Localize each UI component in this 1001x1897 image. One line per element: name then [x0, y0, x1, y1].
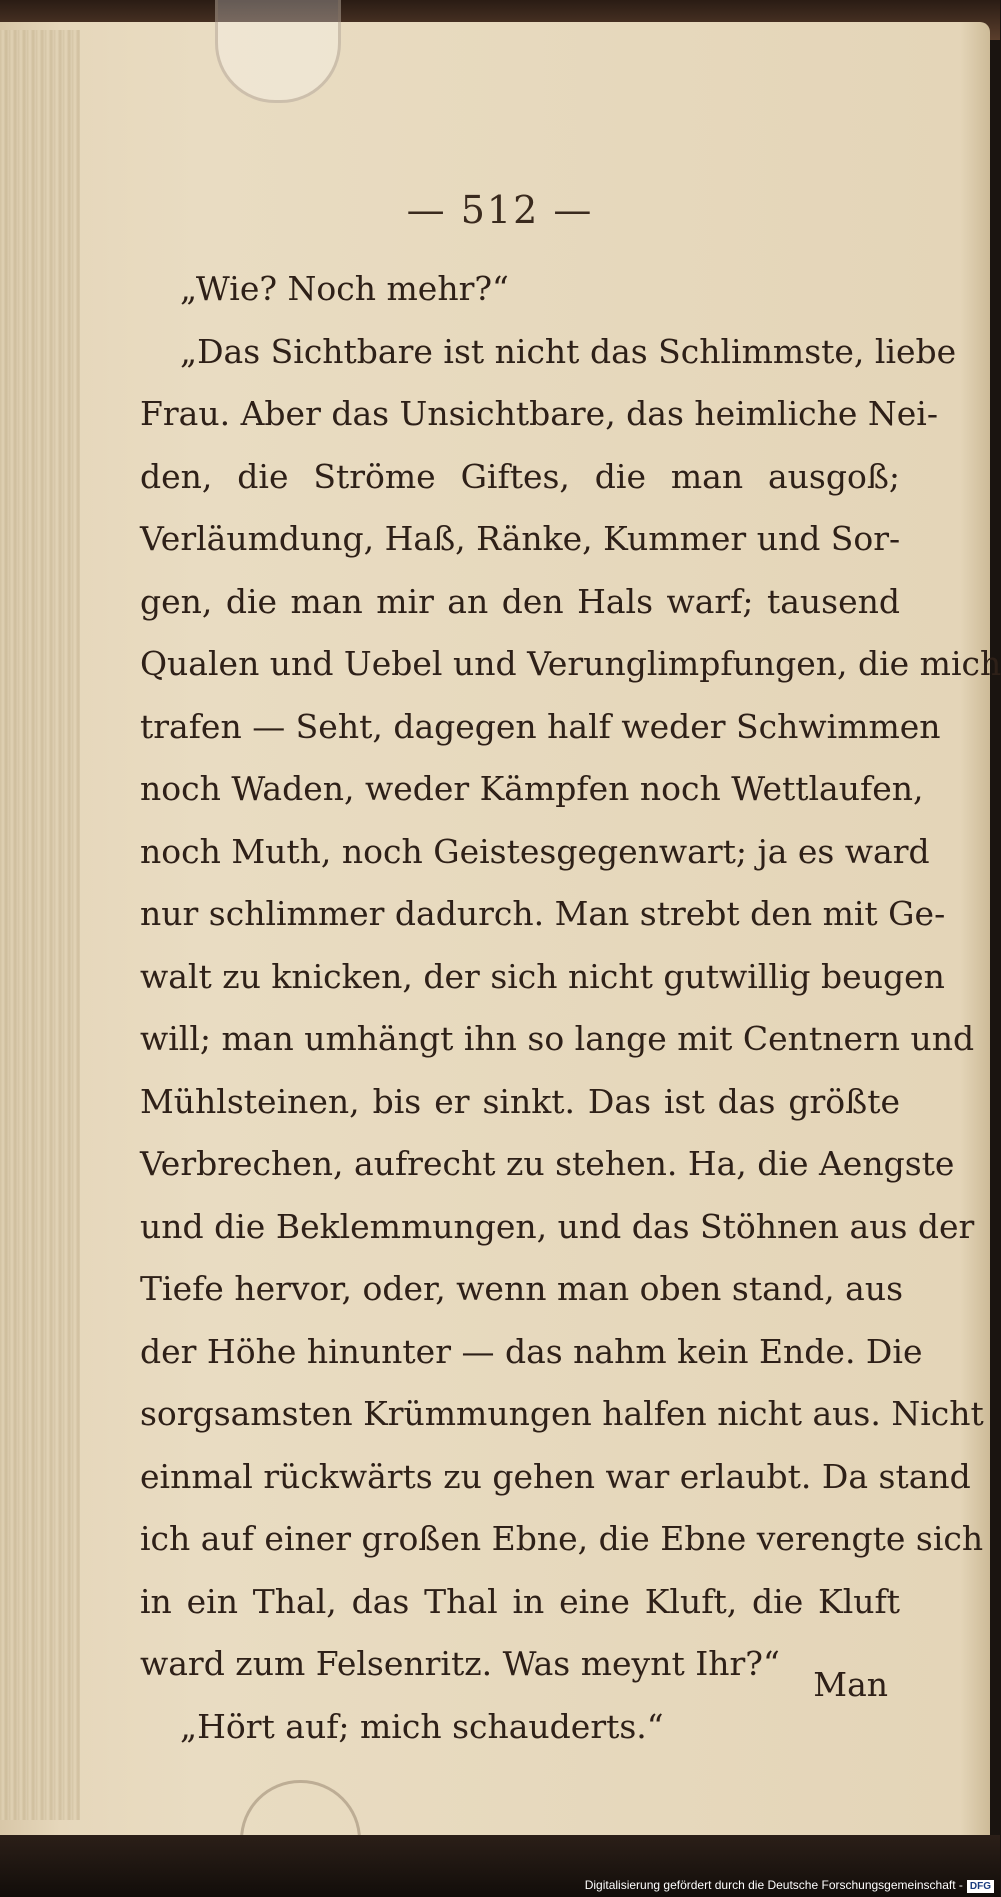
text-line: noch Waden, weder Kämpfen noch Wettlaufen, — [140, 769, 924, 808]
text-line: ich auf einer großen Ebne, die Ebne verengte sich — [140, 1519, 984, 1558]
text-line: nur schlimmer dadurch. Man strebt den mit Ge- — [140, 894, 946, 933]
digitization-credit — [585, 1878, 994, 1893]
text-line: Tiefe hervor, oder, wenn man oben stand, aus — [140, 1269, 904, 1308]
text-line: ward zum Felsenritz. Was meynt Ihr?“ — [140, 1644, 780, 1683]
text-line: einmal rückwärts zu gehen war erlaubt. Da stand — [140, 1456, 971, 1496]
page-number: — 512 — — [406, 188, 594, 232]
text-line: Frau. Aber das Unsichtbare, das heimliche Nei- — [140, 394, 939, 433]
dfg-logo-icon: DFG — [967, 1880, 994, 1893]
page-stack-edges — [0, 30, 80, 1820]
text-line: der Höhe hinunter — das nahm kein Ende. Die — [140, 1331, 923, 1371]
text-line: noch Muth, noch Geistesgegenwart; ja es ward — [140, 831, 930, 871]
text-line: „Hört auf; mich schauderts.“ — [180, 1706, 664, 1746]
text-line: „Wie? Noch mehr?“ — [180, 269, 509, 308]
text-line: den, die Ströme Giftes, die man ausgoß; — [140, 456, 900, 496]
text-line: will; man umhängt ihn so lange mit Centnern und — [140, 1019, 975, 1058]
text-line: gen, die man mir an den Hals warf; tausend — [140, 581, 900, 621]
text-line: trafen — Seht, dagegen half weder Schwimmen — [140, 706, 941, 746]
text-line: Verbrechen, aufrecht zu stehen. Ha, die Aengste — [140, 1144, 955, 1183]
catchword: Man — [813, 1665, 888, 1704]
text-line: Mühlsteinen, bis er sinkt. Das ist das größte — [140, 1081, 900, 1121]
text-line: sorgsamsten Krümmungen halfen nicht aus. Nicht — [140, 1394, 984, 1433]
text-line: in ein Thal, das Thal in eine Kluft, die Kluft — [140, 1581, 900, 1621]
text-line: Qualen und Uebel und Verunglimpfungen, die mich — [140, 644, 1001, 683]
text-line: und die Beklemmungen, und das Stöhnen aus der — [140, 1206, 975, 1246]
text-line: walt zu knicken, der sich nicht gutwillig beugen — [140, 956, 945, 996]
credit-text: Digitalisierung gefördert durch die Deutsche Forschungsgemeinschaft - — [584, 1878, 963, 1892]
text-line: Verläumdung, Haß, Ränke, Kummer und Sor- — [140, 519, 901, 558]
body-text — [140, 258, 1001, 1758]
text-line: „Das Sichtbare ist nicht das Schlimmste, liebe — [180, 331, 957, 371]
